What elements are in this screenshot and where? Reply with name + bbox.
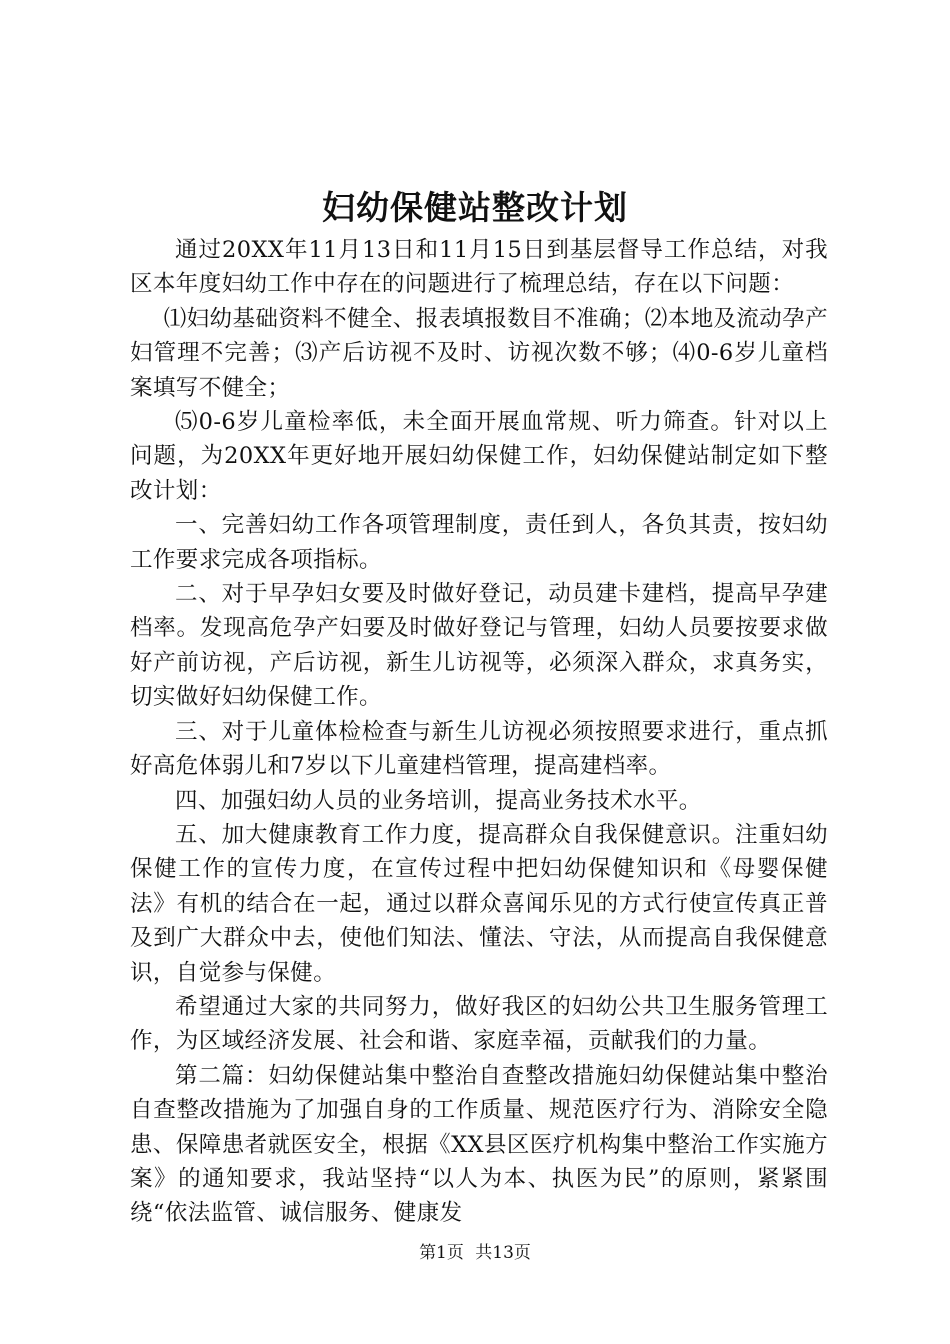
page-total: 共13页 (475, 1243, 531, 1263)
paragraph: ⑴妇幼基础资料不健全、报表填报数目不准确；⑵本地及流动孕产妇管理不完善；⑶产后访视不及时、访视次数不够；⑷0-6岁儿童档案填写不健全； (130, 305, 828, 401)
document-title: 妇幼保健站整改计划 (322, 188, 628, 227)
page-footer (0, 1242, 950, 1264)
paragraph: 五、加大健康教育工作力度，提高群众自我保健意识。注重妇幼保健工作的宣传力度，在宣传过程中把妇幼保健知识和《母婴保健法》有机的结合在一起，通过以群众喜闻乐见的方式行使宣传真正普及到广大群众中去，使他们知法、懂法、守法，从而提高自我保健意识，自觉参与保健。 (130, 821, 828, 986)
page-number: 第1页 (419, 1243, 464, 1263)
paragraph: 通过20XX年11月13日和11月15日到基层督导工作总结，对我区本年度妇幼工作中存在的问题进行了梳理总结，存在以下问题： (130, 237, 828, 298)
paragraph: ⑸0-6岁儿童检率低，未全面开展血常规、听力筛查。针对以上问题，为20XX年更好地开展妇幼保健工作，妇幼保健站制定如下整改计划： (130, 409, 828, 504)
paragraph: 二、对于早孕妇女要及时做好登记，动员建卡建档，提高早孕建档率。发现高危孕产妇要及时做好登记与管理，妇幼人员要按要求做好产前访视，产后访视，新生儿访视等，必须深入群众，求真务实，切实做好妇幼保健工作。 (130, 581, 828, 711)
paragraph: 三、对于儿童体检检查与新生儿访视必须按照要求进行，重点抓好高危体弱儿和7岁以下儿童建档管理，提高建档率。 (130, 718, 828, 780)
paragraph: 第二篇：妇幼保健站集中整治自查整改措施妇幼保健站集中整治自查整改措施为了加强自身的工作质量、规范医疗行为、消除安全隐患、保障患者就医安全，根据《XX县区医疗机构集中整治工作实施方案》的通知要求，我站坚持“以人为本、执医为民”的原则，紧紧围绕“依法监管、诚信服务、健康发 (130, 1062, 828, 1227)
paragraph: 希望通过大家的共同努力，做好我区的妇幼公共卫生服务管理工作，为区域经济发展、社会和谐、家庭幸福，贡献我们的力量。 (130, 993, 828, 1055)
paragraph: 一、完善妇幼工作各项管理制度，责任到人，各负其责，按妇幼工作要求完成各项指标。 (130, 512, 828, 573)
paragraph: 四、加强妇幼人员的业务培训，提高业务技术水平。 (175, 787, 702, 814)
document-body (130, 233, 828, 1231)
